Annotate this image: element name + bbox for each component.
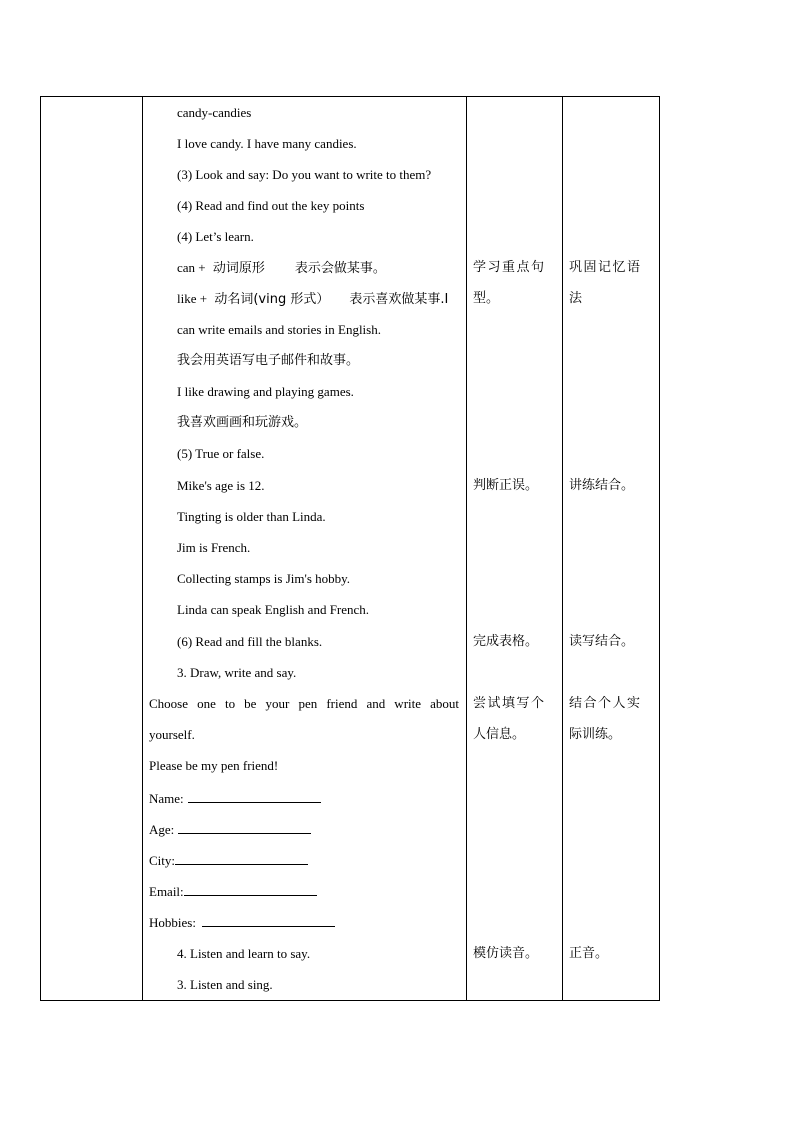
text-line: Please be my pen friend!: [149, 758, 279, 773]
field-label: Age:: [149, 822, 175, 837]
age-field-line: [149, 820, 311, 839]
text-line: 我喜欢画画和玩游戏。: [177, 415, 308, 430]
grammar-line-can: [177, 259, 386, 278]
hobbies-blank: [202, 913, 335, 927]
activity-text: 完成表格。: [473, 634, 539, 649]
design-intent-column: [563, 97, 661, 1000]
activity-text: 型。: [473, 291, 500, 306]
grammar-line-like: [177, 290, 448, 309]
intent-text: 际训练。: [569, 727, 622, 742]
text-line: Linda can speak English and French.: [177, 602, 370, 617]
text-fragment: like +: [177, 291, 211, 306]
text-line: Choose one to be your pen friend and write about: [149, 696, 459, 711]
field-label: Email:: [149, 884, 184, 899]
text-line: Mike's age is 12.: [177, 478, 265, 493]
name-blank: [188, 789, 321, 803]
text-line: (4) Let’s learn.: [177, 229, 254, 244]
text-fragment: can +: [177, 260, 209, 275]
city-blank: [175, 851, 308, 865]
text-line: 3. Listen and sing.: [177, 977, 273, 992]
intent-text: 结合个人实: [569, 696, 642, 711]
field-label: Name:: [149, 791, 184, 806]
city-field-line: [149, 851, 308, 870]
activity-text: 尝试填写个: [473, 696, 546, 711]
teaching-process-column: [143, 97, 467, 1000]
email-blank: [184, 882, 317, 896]
intent-text: 巩固记忆语: [569, 260, 642, 275]
email-field-line: [149, 882, 317, 901]
text-line: I love candy. I have many candies.: [177, 136, 357, 151]
text-line: Collecting stamps is Jim's hobby.: [177, 571, 351, 586]
text-line: Tingting is older than Linda.: [177, 509, 326, 524]
text-line: can write emails and stories in English.: [177, 322, 381, 337]
intent-text: 法: [569, 291, 583, 306]
intent-text: 讲练结合。: [569, 478, 635, 493]
field-label: Hobbies:: [149, 915, 196, 930]
student-activity-column: [467, 97, 563, 1000]
activity-text: 判断正误。: [473, 478, 539, 493]
text-line: 3. Draw, write and say.: [177, 665, 297, 680]
text-line: yourself.: [149, 727, 195, 742]
activity-text: 模仿读音。: [473, 946, 539, 961]
text-line: candy-candies: [177, 105, 252, 120]
text-line: (5) True or false.: [177, 446, 265, 461]
field-label: City:: [149, 853, 176, 868]
text-line: 4. Listen and learn to say.: [177, 946, 311, 961]
text-line: I like drawing and playing games.: [177, 384, 354, 399]
text-line: (3) Look and say: Do you want to write to them?: [177, 167, 432, 182]
text-fragment: 表示会做某事。: [294, 261, 386, 276]
text-line: Jim is French.: [177, 540, 251, 555]
text-fragment: 动名词(ving 形式）: [214, 292, 330, 307]
intent-text: 正音。: [569, 946, 609, 961]
activity-text: 人信息。: [473, 727, 526, 742]
name-field-line: [149, 789, 321, 808]
text-fragment: 表示喜欢做某事.I: [349, 292, 449, 307]
intent-text: 读写结合。: [569, 634, 635, 649]
text-fragment: 动词原形: [212, 261, 265, 276]
hobbies-field-line: [149, 913, 335, 932]
text-line: (4) Read and find out the key points: [177, 198, 365, 213]
text-line: 我会用英语写电子邮件和故事。: [177, 353, 360, 368]
lesson-table: [40, 96, 660, 1001]
text-line: (6) Read and fill the blanks.: [177, 634, 323, 649]
activity-text: 学习重点句: [473, 260, 546, 275]
age-blank: [178, 820, 311, 834]
